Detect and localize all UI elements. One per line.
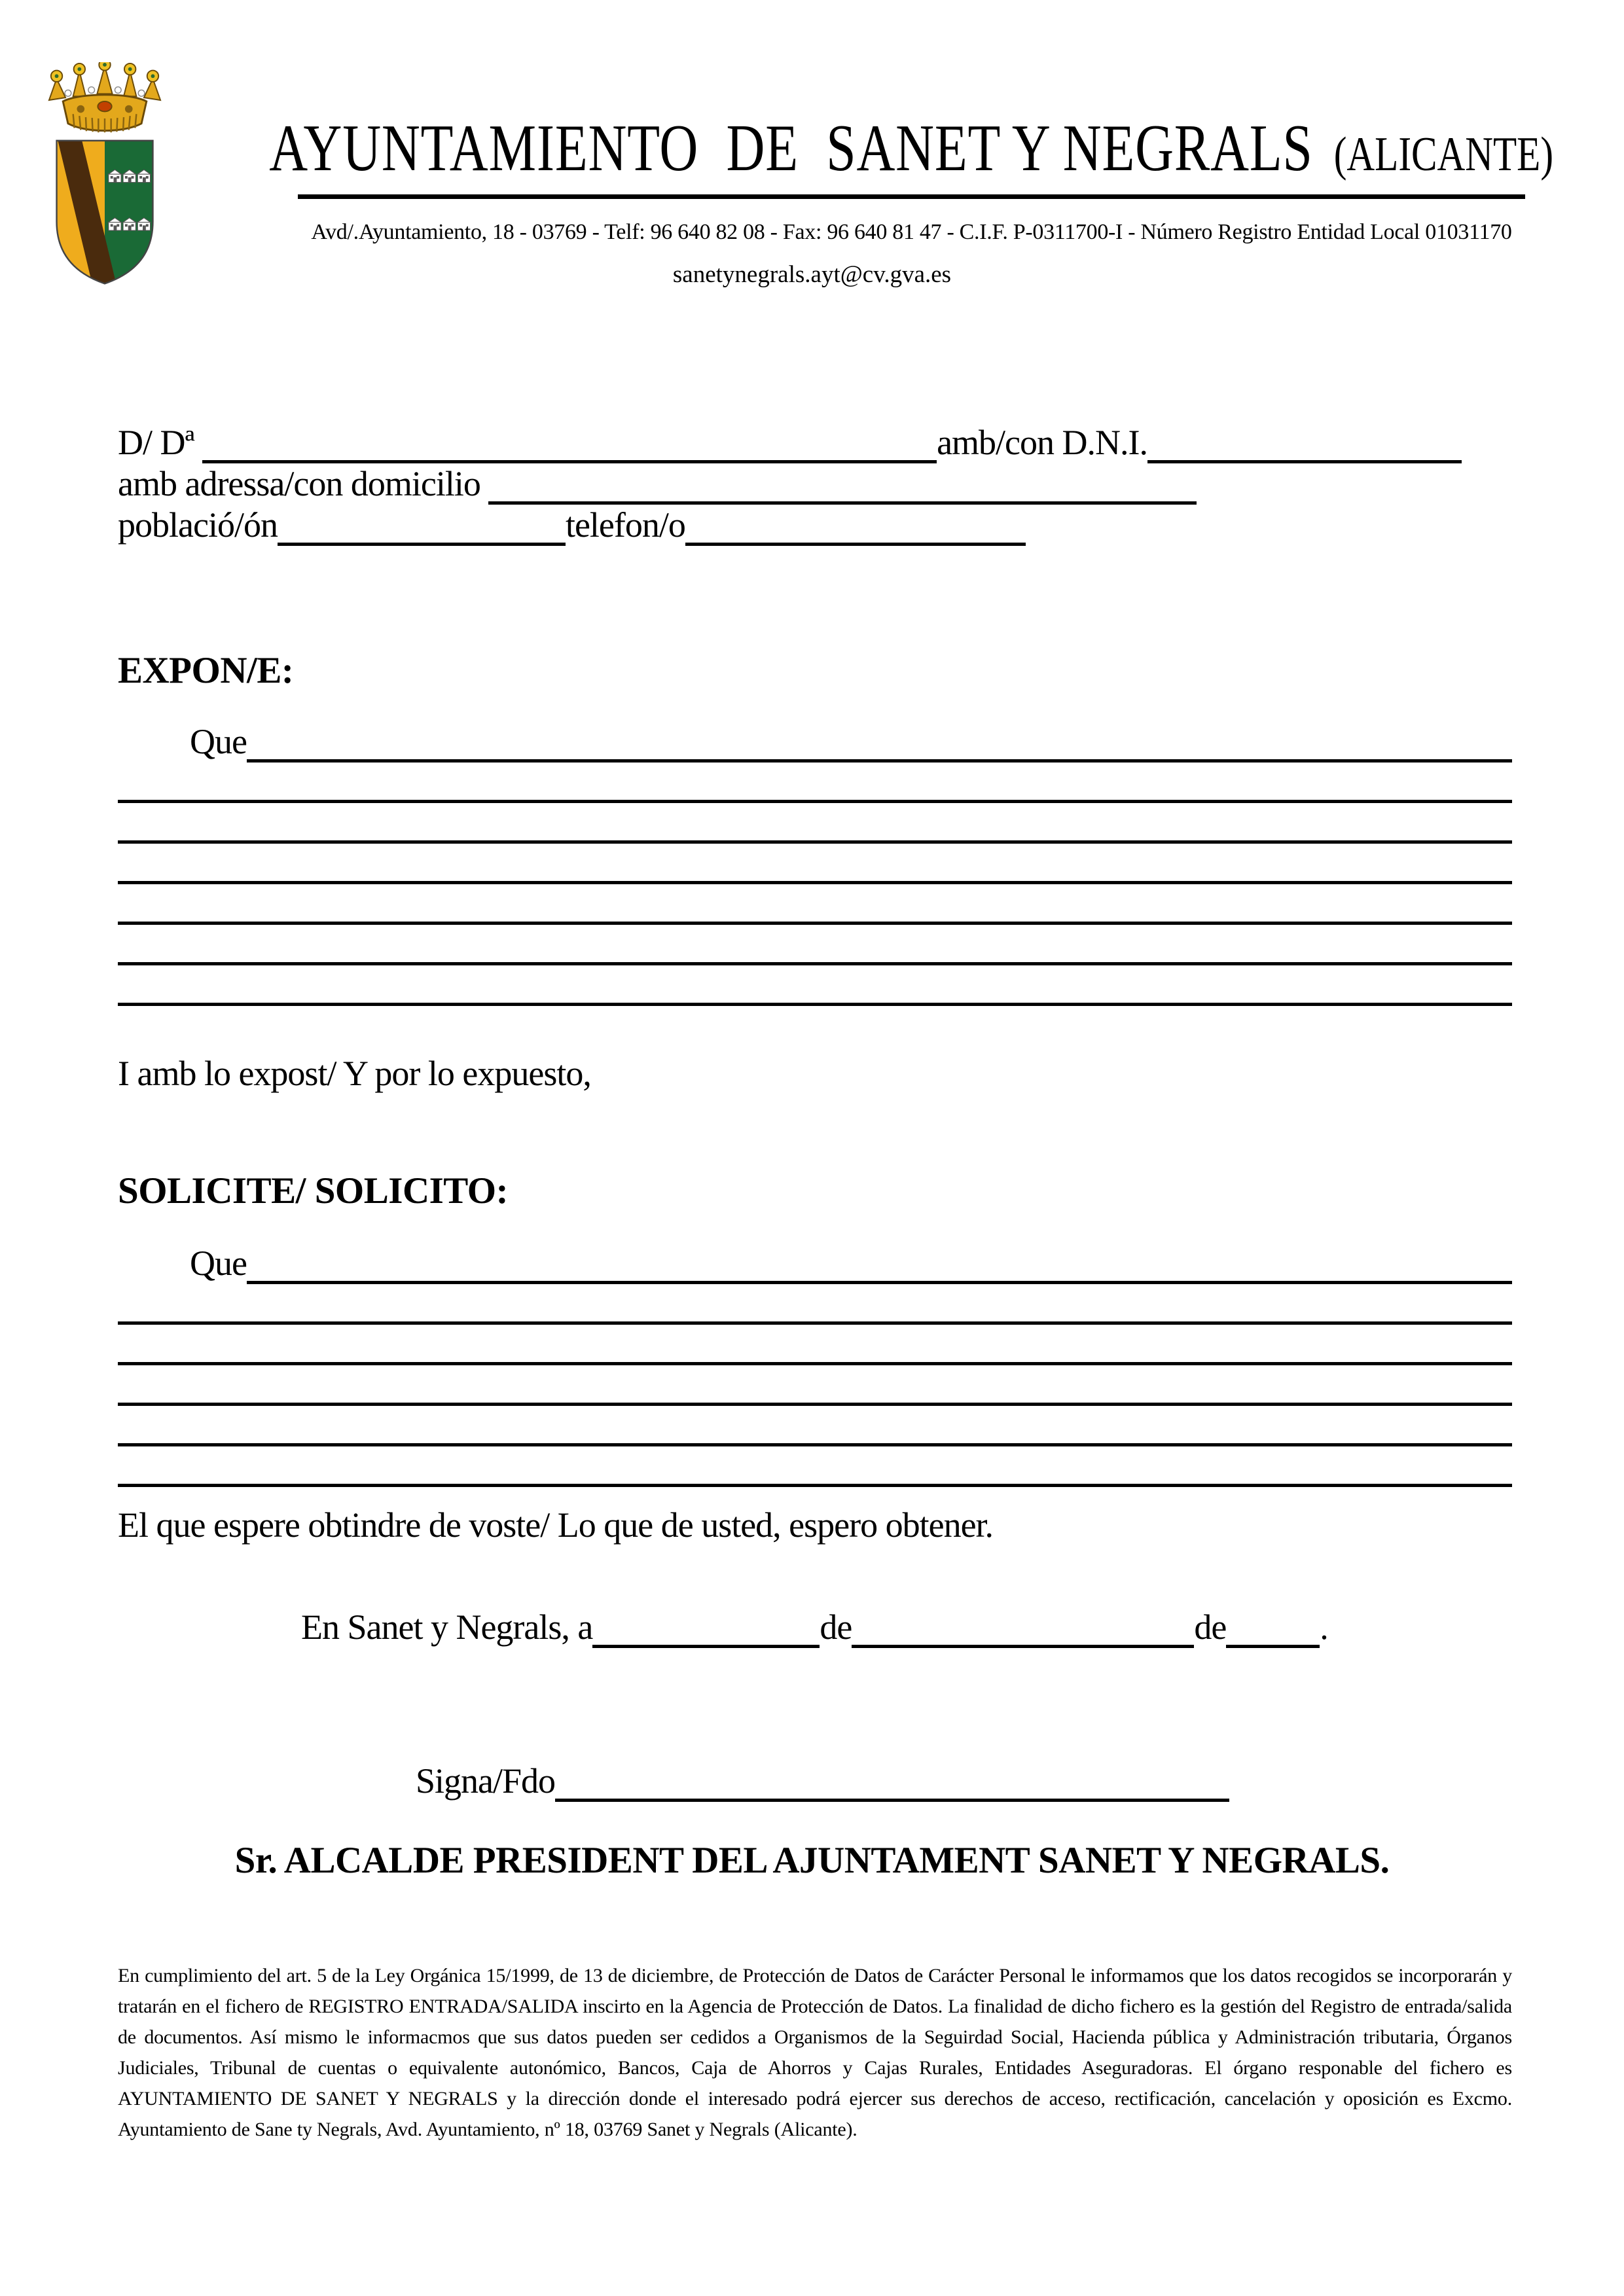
name-label: D/ Dª	[118, 423, 202, 462]
dni-label: amb/con D.N.I.	[937, 423, 1147, 462]
address-write-in-line	[488, 491, 1197, 505]
legal-notice: En cumplimiento del art. 5 de la Ley Orgánica 15/1999, de 13 de diciembre, de Protección de Datos de Carácter Personal le informamos que los datos recogidos se incorporarán y tratarán en el fichero de REGISTRO ENTRADA/SALIDA inscirto en la Agencia de Protección de Datos. La finalidad de dicho fichero es la gestión del Registro de entrada/salida de documentos. Así mismo le informacmos que sus datos pueden ser cedidos a Organismos de la Seguirdad Social, Hacienda pública y Administración tributaria, Órganos Judiciales, Tribunal de cuentas o equivalente autonómico, Bancos, Caja de Ahorros y Cajas Rurales, Entidades Aseguradoras. El órgano responable del fichero es AYUNTAMIENTO DE SANET Y NEGRALS y la dirección donde el interesado podrá ejercer sus derechos de acceso, rectificación, cancelación y oposición es Excmo. Ayuntamiento de Sane ty Negrals, Avd. Ayuntamiento, nº 18, 03769 Sanet y Negrals (Alicante).	[118, 1965, 1512, 2140]
expone-que-row	[190, 721, 1512, 762]
address-label: amb adressa/con domicilio	[118, 464, 489, 503]
crown-icon	[49, 62, 160, 132]
day-write-in-line	[592, 1634, 820, 1648]
expone-heading: EXPON/E:	[118, 650, 294, 691]
year-write-in-line	[1226, 1634, 1320, 1648]
phone-write-in-line	[685, 532, 1026, 546]
solicito-write-in-line	[247, 1270, 1512, 1284]
blank-write-line	[118, 1284, 1512, 1325]
blank-write-line	[118, 1446, 1512, 1487]
coat-of-arms-svg	[41, 62, 169, 290]
blank-write-line	[118, 925, 1512, 965]
transition-text: I amb lo expost/ Y por lo expuesto,	[118, 1054, 591, 1093]
dni-write-in-line	[1147, 450, 1462, 463]
email-address: sanetynegrals.ayt@cv.gva.es	[672, 261, 952, 288]
blank-write-line	[118, 965, 1512, 1006]
page-title: AYUNTAMIENTO DE SANET Y NEGRALS	[269, 111, 1314, 185]
solicito-blank-lines	[118, 1284, 1512, 1487]
blank-write-line	[118, 1406, 1512, 1446]
date-de1: de	[820, 1607, 852, 1647]
name-write-in-line	[202, 450, 937, 463]
addressee-line: Sr. ALCALDE PRESIDENT DEL AJUNTAMENT SANET Y NEGRALS.	[234, 1840, 1390, 1881]
address-row	[118, 463, 1197, 505]
que-label: Que	[190, 1244, 247, 1283]
town-label: població/ón	[118, 505, 278, 545]
phone-label: telefon/o	[565, 505, 685, 545]
expone-blank-lines	[118, 762, 1512, 1006]
contact-line: Avd/.Ayuntamiento, 18 - 03769 - Telf: 96 640 82 08 - Fax: 96 640 81 47 - C.I.F. P-0311700-I - Número Registro Entidad Local 01031170	[311, 220, 1512, 244]
date-prefix: En Sanet y Negrals, a	[301, 1607, 593, 1647]
blank-write-line	[118, 1365, 1512, 1406]
solicito-que-row	[190, 1243, 1512, 1284]
date-de2: de	[1194, 1607, 1227, 1647]
date-row	[301, 1607, 1328, 1648]
page-title-region: (ALICANTE)	[1334, 128, 1554, 181]
month-write-in-line	[852, 1634, 1194, 1648]
blank-write-line	[118, 844, 1512, 884]
signature-label: Signa/Fdo	[416, 1761, 556, 1801]
houses-row	[109, 170, 151, 182]
name-dni-row	[118, 422, 1462, 463]
date-period: .	[1320, 1607, 1328, 1647]
coat-of-arms-icon	[41, 62, 169, 290]
blank-write-line	[118, 884, 1512, 925]
blank-write-line	[118, 1325, 1512, 1365]
houses-row	[109, 218, 151, 230]
header-title-block	[269, 110, 1554, 199]
town-write-in-line	[278, 532, 566, 546]
signature-write-in-line	[555, 1788, 1229, 1802]
solicito-heading: SOLICITE/ SOLICITO:	[118, 1170, 509, 1211]
closing-text: El que espere obtindre de voste/ Lo que de usted, espero obtener.	[118, 1505, 994, 1545]
expone-write-in-line	[247, 749, 1512, 762]
blank-write-line	[118, 762, 1512, 803]
blank-write-line	[118, 803, 1512, 844]
signature-row	[416, 1761, 1229, 1802]
que-label: Que	[190, 722, 247, 761]
town-phone-row	[118, 505, 1026, 546]
